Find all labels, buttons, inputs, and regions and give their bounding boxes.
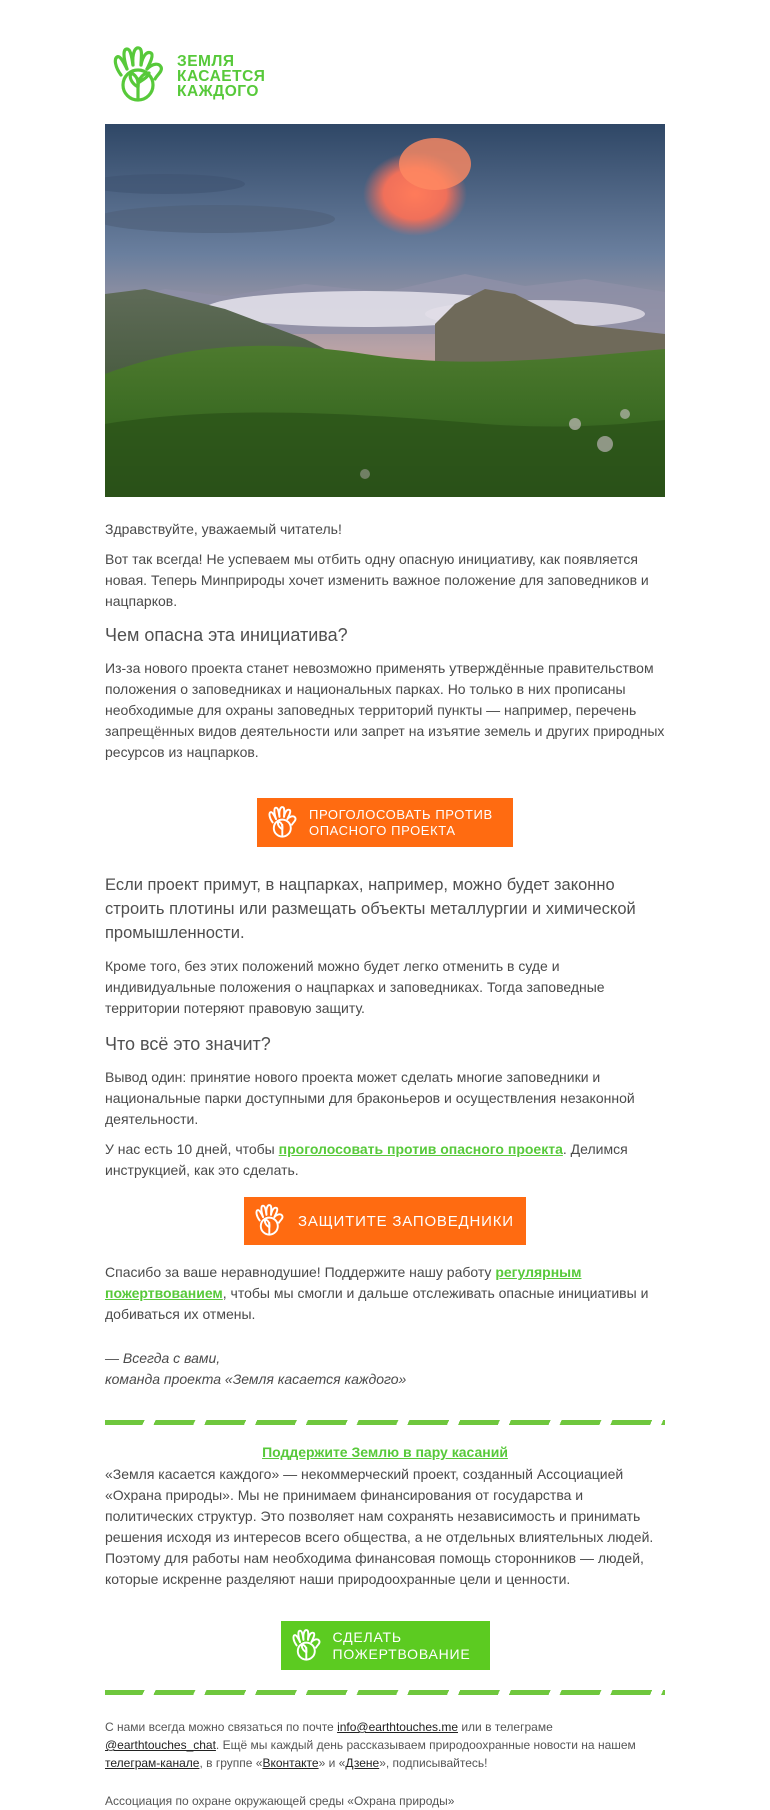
text: или в телеграме xyxy=(458,1720,553,1734)
logo-line: ЗЕМЛЯ xyxy=(177,52,235,70)
cta-row xyxy=(105,1590,665,1670)
support-paragraph: «Земля касается каждого» — некоммерческий проект, созданный Ассоциацией «Охрана природы». Мы не принимаем финансирования от государства и политических структур. Это позволяет нам сохранять независимость и принимать решения исходя из интересов всего общества, а не отдельных влиятельных людей. Поэтому для работы нам необходима финансовая помощь сторонников — людей, которые искренне разделяют наши природоохранные цели и ценности. xyxy=(105,1466,654,1587)
text: », подписывайтесь! xyxy=(379,1756,488,1770)
paragraph: Вывод один: принятие нового проекта может сделать многие заповедники и национальные парки доступными для браконьеров и осуществления незаконной деятельности. xyxy=(105,1069,635,1127)
text: . Ещё мы каждый день рассказываем природоохранные новости на нашем xyxy=(215,1738,636,1752)
highlight-paragraph: Если проект примут, в нацпарках, например, можно будет законно строить плотины или размещать объекты металлургии и химической промышленности. xyxy=(105,876,636,942)
hand-leaf-icon xyxy=(291,1628,325,1664)
logo-text xyxy=(177,54,265,99)
dzen-link[interactable]: Дзене xyxy=(345,1756,380,1770)
paragraph: Из-за нового проекта станет невозможно применять утверждённые правительством положения о заповедниках и национальных парках. Но только в них прописаны необходимые для охраны заповедных территорий пункты — например, перечень запрещённых видов деятельности или запрет на изъятие земель и других природных ресурсов из нацпарков. xyxy=(105,660,665,760)
lead-paragraph: Вот так всегда! Не успеваем мы отбить одну опасную инициативу, как появляется новая. Теперь Минприроды хочет изменить важное положение для заповедников и нацпарков. xyxy=(105,551,649,609)
signature-line: команда проекта «Земля касается каждого» xyxy=(105,1371,407,1387)
hand-leaf-icon xyxy=(254,1203,288,1239)
paragraph xyxy=(105,1262,665,1325)
hand-leaf-icon xyxy=(111,45,171,107)
text: Спасибо за ваше неравнодушие! Поддержите нашу работу xyxy=(105,1264,496,1280)
text: , чтобы мы смогли и дальше отслеживать опасные инициативы и добиваться их отмены. xyxy=(105,1285,649,1322)
text: , в группе « xyxy=(199,1756,263,1770)
signature-line: — Всегда с вами, xyxy=(105,1350,221,1366)
telegram-chat-link[interactable]: @earthtouches_chat xyxy=(105,1738,216,1752)
signature xyxy=(105,1348,665,1390)
footer-contacts xyxy=(105,1718,665,1772)
donate-button[interactable] xyxy=(281,1621,490,1670)
mountain-landscape-image xyxy=(105,124,665,497)
support-link[interactable]: Поддержите Землю в пару касаний xyxy=(262,1444,508,1460)
cta-label: ЗАЩИТИТЕ ЗАПОВЕДНИКИ xyxy=(298,1212,514,1230)
text: С нами всегда можно связаться по почте xyxy=(105,1720,338,1734)
email-body xyxy=(105,32,665,1810)
greeting: Здравствуйте, уважаемый читатель! xyxy=(105,521,342,537)
cta-label: ПРОГОЛОСОВАТЬ ПРОТИВ ОПАСНОГО ПРОЕКТА xyxy=(309,806,493,838)
footer-organization: Ассоциация по охране окружающей среды «Охрана природы» xyxy=(105,1794,455,1808)
divider xyxy=(105,1690,665,1695)
text: . Делимся инструкцией, как это сделать. xyxy=(105,1141,628,1178)
paragraph: Кроме того, без этих положений можно будет легко отменить в суде и индивидуальные положения о нацпарках и заповедниках. Тогда заповедные территории потеряют правовую защиту. xyxy=(105,958,605,1016)
section-heading: Что всё это значит? xyxy=(105,1034,271,1054)
email-link[interactable]: info@earthtouches.me xyxy=(337,1720,458,1734)
telegram-channel-link[interactable]: телеграм-канале xyxy=(105,1756,200,1770)
vote-against-button[interactable] xyxy=(257,798,513,847)
cta-row xyxy=(105,1181,665,1245)
vote-link[interactable]: проголосовать против опасного проекта xyxy=(278,1141,563,1157)
regular-donation-link[interactable]: регулярным пожертвованием xyxy=(105,1264,582,1301)
logo-line: КАСАЕТСЯ xyxy=(177,67,266,85)
text: У нас есть 10 дней, чтобы xyxy=(105,1141,279,1157)
section-heading: Чем опасна эта инициатива? xyxy=(105,625,348,645)
cta-label: СДЕЛАТЬ ПОЖЕРТВОВАНИЕ xyxy=(332,1628,471,1662)
paragraph xyxy=(105,1139,665,1181)
logo-line: КАЖДОГО xyxy=(177,82,259,100)
hand-leaf-icon xyxy=(267,805,301,841)
text: » и « xyxy=(318,1756,346,1770)
cta-row xyxy=(105,763,665,847)
divider xyxy=(105,1420,665,1425)
logo[interactable] xyxy=(105,32,665,120)
vk-link[interactable]: Вконтакте xyxy=(262,1756,319,1770)
protect-reserves-button[interactable] xyxy=(244,1197,526,1245)
